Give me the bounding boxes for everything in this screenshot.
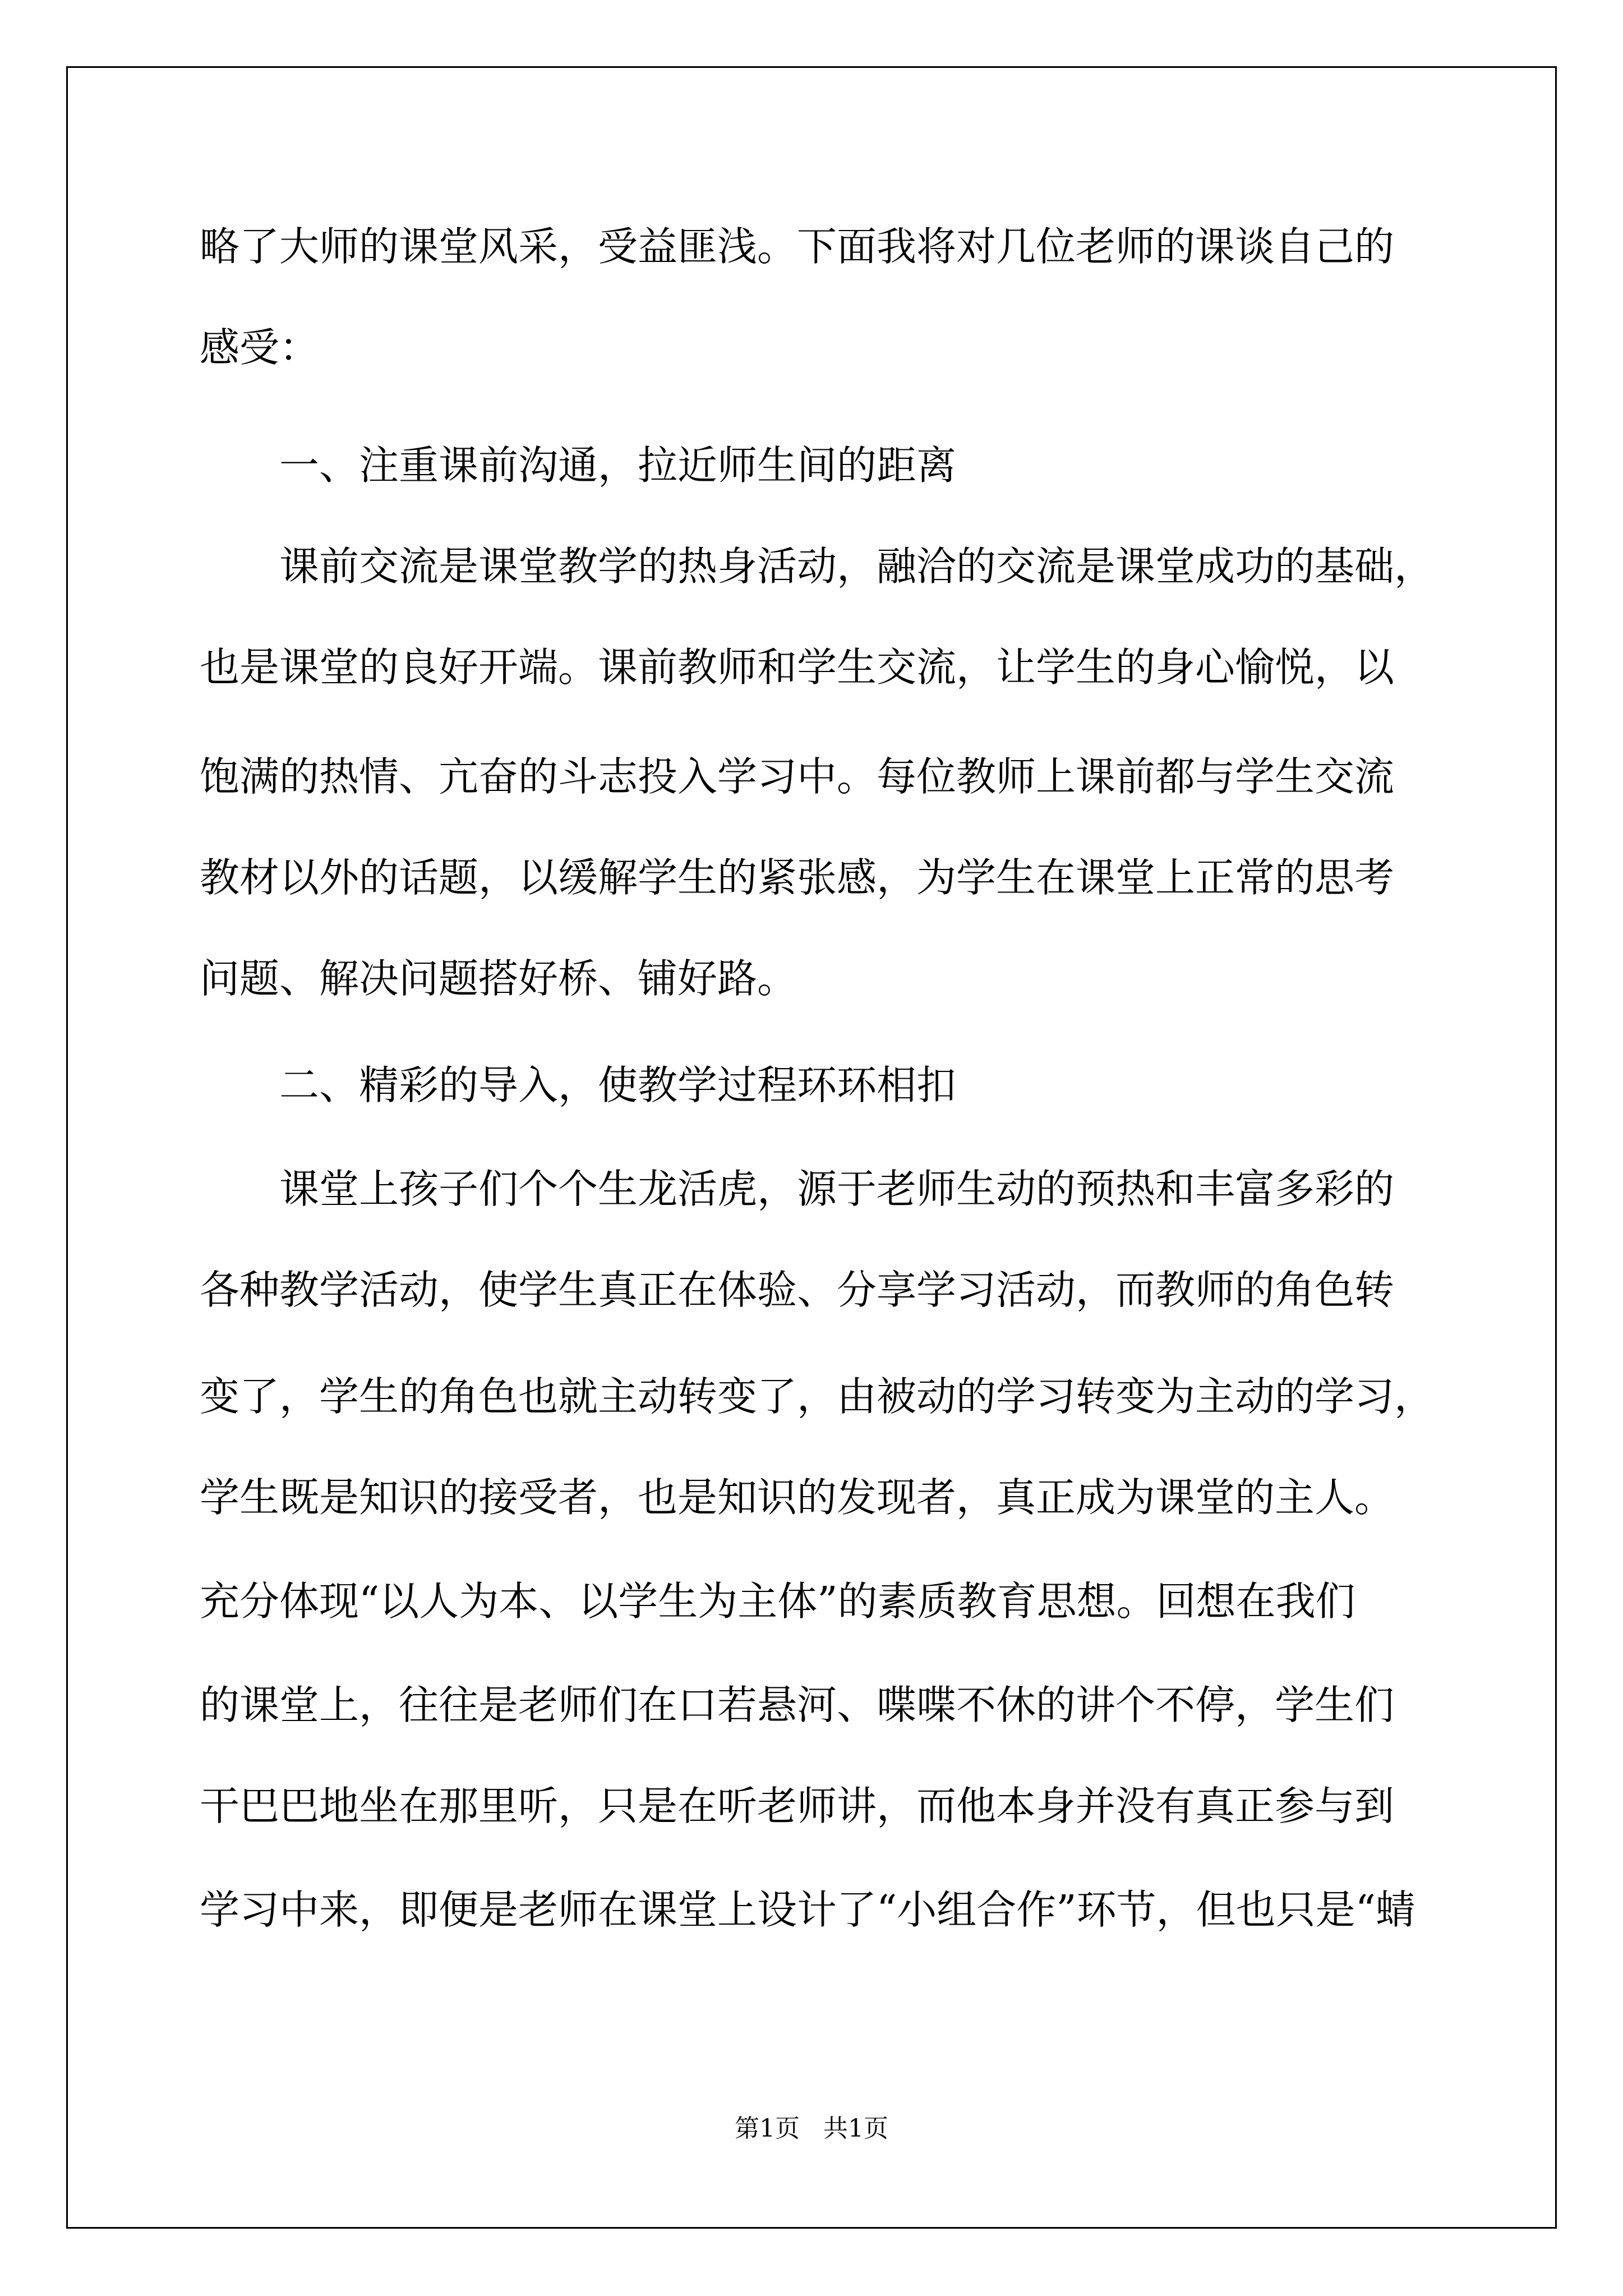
section-heading: 二、精彩的导入，使教学过程环环相扣 [279,1062,957,1108]
text-line: 教材以外的话题，以缓解学生的紧张感，为学生在课堂上正常的思考 [200,854,1395,901]
text-line: 问题、解决问题搭好桥、铺好路。 [200,955,797,1002]
text-line: 的课堂上，往往是老师们在口若悬河、喋喋不休的讲个不停，学生们 [200,1682,1395,1728]
text-line: 学习中来，即便是老师在课堂上设计了“小组合作”环节，但也只是“蜻 [200,1887,1415,1933]
text-line: 略了大师的课堂风采，受益匪浅。下面我将对几位老师的课谈自己的 [200,223,1395,270]
text-line: 饱满的热情、亢奋的斗志投入学习中。每位教师上课前都与学生交流 [200,753,1395,800]
text-line: 感受： [200,324,320,371]
text-line: 充分体现“以人为本、以学生为主体”的素质教育思想。回想在我们 [200,1578,1355,1625]
text-line: 学生既是知识的接受者，也是知识的发现者，真正成为课堂的主人。 [200,1474,1395,1521]
text-line: 各种教学活动，使学生真正在体验、分享学习活动，而教师的角色转 [200,1267,1395,1313]
text-line: 也是课堂的良好开端。课前教师和学生交流，让学生的身心愉悦，以 [200,644,1395,691]
section-heading: 一、注重课前沟通，拉近师生间的距离 [279,442,957,489]
text-line: 课堂上孩子们个个生龙活虎，源于老师生动的预热和丰富多彩的 [279,1166,1395,1212]
text-line: 干巴巴地坐在那里听，只是在听老师讲，而他本身并没有真正参与到 [200,1783,1395,1829]
page-number: 第1页 共1页 [735,2114,888,2143]
text-line: 课前交流是课堂教学的热身活动，融洽的交流是课堂成功的基础， [279,543,1435,590]
text-line: 变了，学生的角色也就主动转变了，由被动的学习转变为主动的学习， [200,1373,1435,1420]
